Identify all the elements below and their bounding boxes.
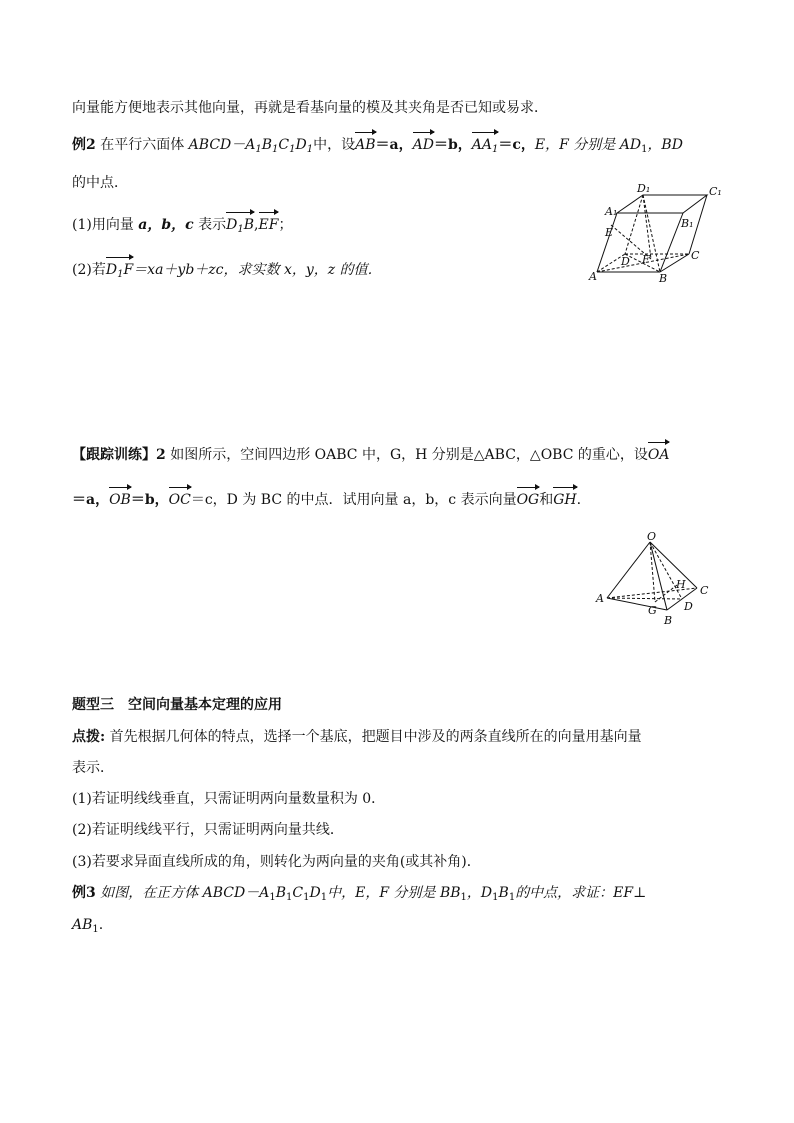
text: ＝a， — [72, 492, 110, 508]
text: (2)若 — [72, 262, 106, 278]
text: (1)用向量 — [72, 217, 134, 233]
text: ＝xa＋yb＋zc，求实数 x，y，z 的值． — [133, 262, 382, 278]
parallelepiped-figure — [585, 180, 725, 285]
fig2-label: G — [648, 604, 657, 617]
fig2-label: C — [700, 584, 709, 597]
fig1-label: F — [642, 253, 650, 266]
text: 首先根据几何体的特点，选择一个基底，把题目中涉及的两条直线所在的向量用基向量 — [109, 729, 642, 745]
text: 表示 — [198, 217, 227, 233]
vector-OG: OG — [516, 492, 540, 508]
section-title: 题型三 空间向量基本定理的应用 — [72, 697, 282, 713]
text: ，D — [466, 885, 493, 901]
fig1-label: C₁ — [709, 185, 722, 198]
text: 如图，在正方体 ABCD－A — [100, 885, 270, 901]
fig2-label: O — [647, 530, 657, 543]
vector-AB: AB — [355, 137, 376, 153]
vector-AA1: $AA_1$ — [472, 135, 499, 160]
text: $ABCD-A_1B_1C_1D_1$ — [188, 137, 314, 155]
tip-line1 — [72, 727, 642, 747]
text: 如图所示，空间四边形 OABC 中，G，H 分别是△ABC，△OBC 的重心，设 — [170, 447, 648, 463]
fig2-label: H — [676, 578, 686, 591]
vector-GH: GH — [553, 492, 577, 508]
fig1-label: E — [605, 226, 614, 239]
track-line1 — [72, 445, 669, 465]
text: 的中点，求证：EF⊥ — [515, 885, 647, 901]
text: ＝c，D 为 BC 的中点．试用向量 a，b，c 表示向量 — [190, 492, 517, 508]
text: E，F 分别是 AD — [534, 137, 642, 153]
text: ＝c， — [498, 137, 535, 153]
example2-q1: (1)用向量 a，b，c 表示$D_1B,EF$； — [72, 215, 292, 240]
example2-line2: 的中点． — [72, 175, 128, 191]
text: AB — [72, 917, 93, 933]
example2-q2 — [72, 260, 382, 285]
point-2: (2)若证明线线平行，只需证明两向量共线． — [72, 822, 344, 838]
vector-D1B: $D_1B$ — [226, 215, 254, 240]
vector-OB: OB — [109, 492, 131, 508]
point-3: (3)若要求异面直线所成的角，则转化为两向量的夹角(或其补角)． — [72, 854, 481, 870]
text: . — [576, 492, 582, 508]
text: 和 — [539, 492, 554, 508]
tip-line2: 表示． — [72, 760, 114, 776]
vector-OC: OC — [168, 492, 191, 508]
vector-OA: OA — [647, 447, 670, 463]
text-line-intro: 向量能方便地表示其他向量，再就是看基向量的模及其夹角是否已知或易求． — [72, 100, 548, 116]
fig2-label: B — [664, 614, 673, 627]
fig1-label: D — [621, 255, 630, 268]
fig1-label: A — [589, 270, 597, 283]
example3-line2: $AB_1$. — [72, 917, 104, 935]
tetrahedron-figure — [592, 530, 722, 630]
vector-D1F: $D_1F$ — [106, 260, 133, 285]
example2-line1: 例2 在平行六面体 $ABCD-A_1B_1C_1D_1$中，设AB＝a，AD＝b，$AA_1=c$，E，F 分别是 $AD_1$，BD — [72, 135, 683, 160]
text: ＝a， — [375, 137, 413, 153]
fig1-label: B₁ — [681, 217, 694, 230]
text: 中，设 — [313, 137, 356, 153]
example3-line1: 例3 如图，在正方体 $ABCD-A_1B_1C_1D_1$中，E，F 分别是 $BB_1$，$D_1B_1$的中点，求证：EF⊥ — [72, 885, 647, 903]
point-1: (1)若证明线线垂直，只需证明两向量数量积为 0． — [72, 791, 386, 807]
fig1-label: B — [659, 272, 668, 285]
vector-AD: AD — [412, 137, 434, 153]
tip-label: 点拨: — [72, 729, 106, 745]
track-line2 — [72, 490, 581, 510]
fig1-label: A₁ — [605, 205, 618, 218]
text: ，BD — [647, 137, 683, 153]
fig2-label: A — [596, 592, 604, 605]
fig1-label: C — [691, 249, 700, 262]
text: ＝b， — [130, 492, 169, 508]
text: 中，E，F 分别是 BB — [327, 885, 461, 901]
text: 在平行六面体 — [100, 137, 185, 153]
track-label: 【跟踪训练】2 — [72, 447, 166, 463]
text: a，b，c — [138, 217, 194, 233]
text: ＝b， — [433, 137, 472, 153]
example3-label: 例3 — [72, 885, 96, 901]
fig2-label: D — [684, 600, 693, 613]
example2-label: 例2 — [72, 137, 96, 153]
fig1-label: D₁ — [637, 182, 651, 195]
vector-EF: EF — [258, 217, 279, 233]
